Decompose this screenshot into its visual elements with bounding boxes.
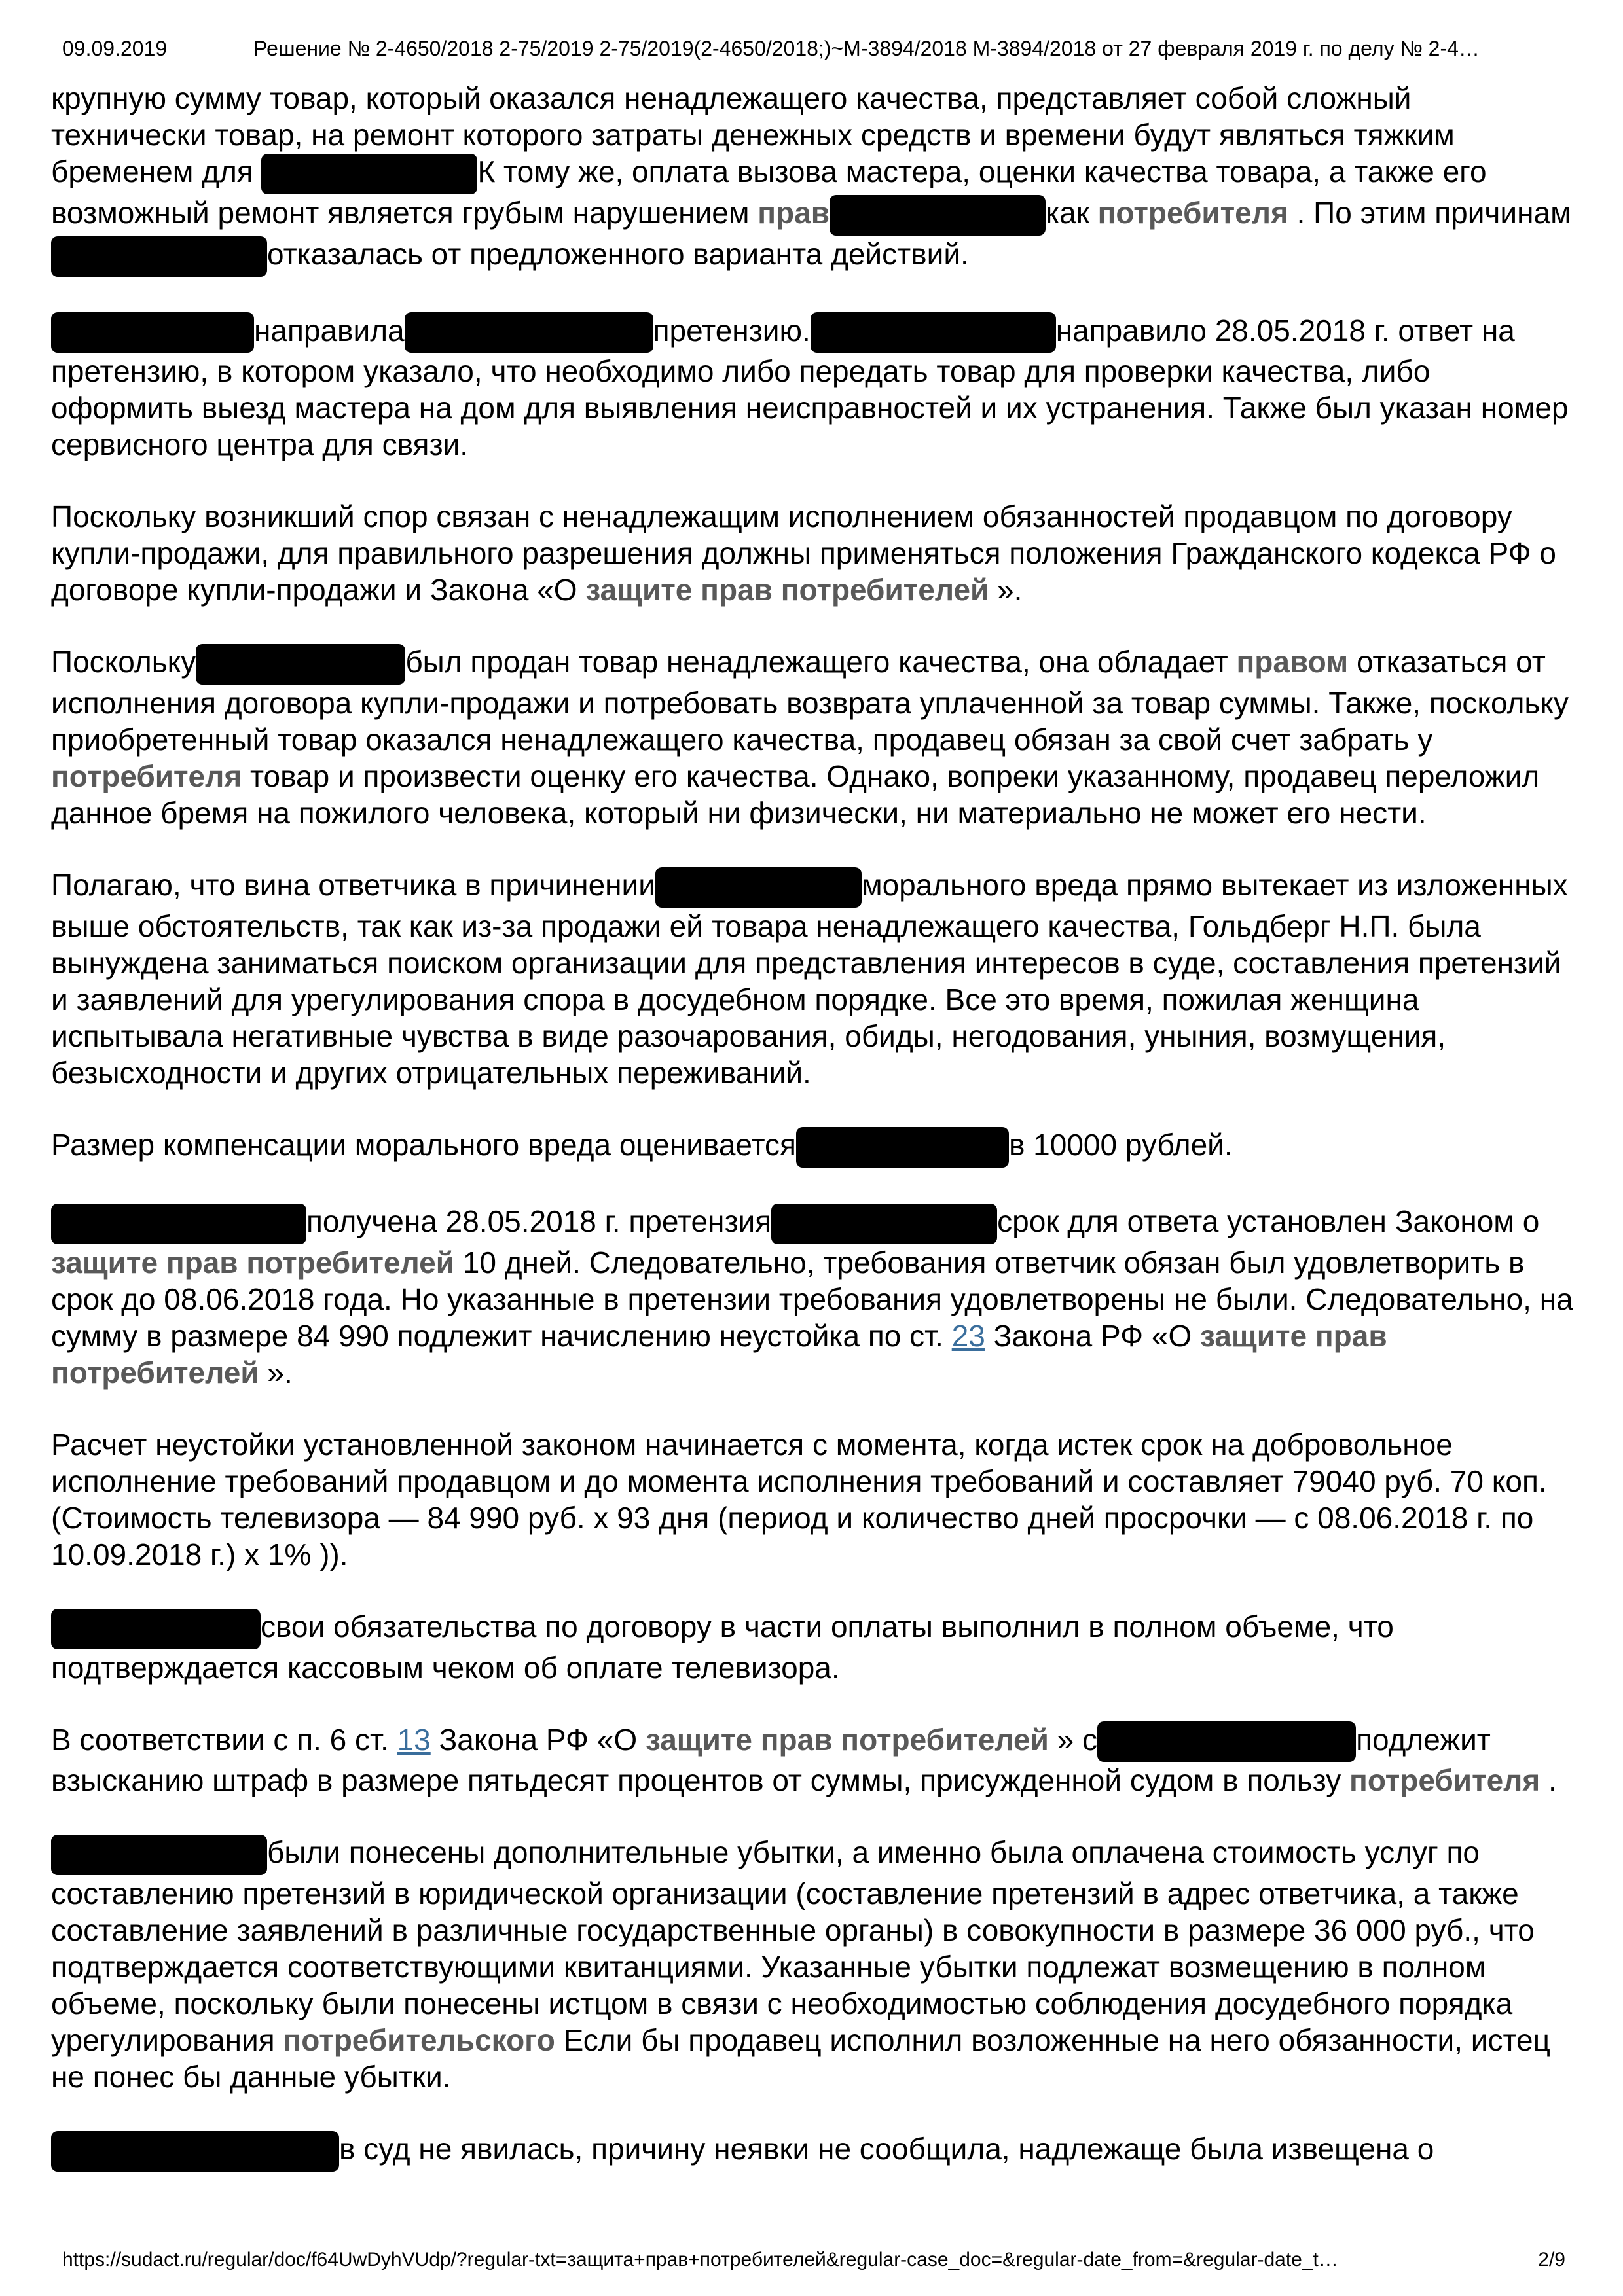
paragraph <box>51 867 1575 1091</box>
highlighted-term: прав <box>757 195 830 230</box>
paragraph <box>51 1834 1575 2095</box>
redaction-bar <box>51 236 267 277</box>
text-run: претензию. <box>653 313 811 348</box>
page-title: Решение № 2-4650/2018 2-75/2019 2-75/2019(2-4650/2018;)~М-3894/2018 М-3894/2018 от 27 февраля 2019 г. по делу № 2-4… <box>253 37 1480 60</box>
text-run: крупную сумму товар, который оказался ненадлежащего качества, представляет собой сложный технически товар, на ремонт которого затраты денежных средств и времени будут являться тяжким бременем для <box>51 81 1455 188</box>
redaction-bar <box>51 1609 261 1649</box>
highlighted-term: потребителя <box>51 759 242 794</box>
statute-link[interactable]: 23 <box>951 1318 985 1353</box>
source-url: https://sudact.ru/regular/doc/f64UwDyhVUdp/?regular-txt=защита+прав+потребителей&regular-case_doc=&regular-date_from=&regular-date_t… <box>62 2249 1338 2270</box>
text-run: были понесены дополнительные убытки, а именно была оплачена стоимость услуг по составлению претензий в юридической организации (составление претензий в адрес ответчика, а также составление заявлений в различные государственные органы) в совокупности в размере 36 000 руб., что подтверждается соответствующими квитанциями. Указанные убытки подлежат возмещению в полном объеме, поскольку были понесены истцом в связи с необходимостью соблюдения досудебного порядка урегулирования <box>51 1835 1535 2058</box>
redaction-bar <box>1097 1721 1356 1762</box>
text-run: в 10000 рублей. <box>1008 1128 1233 1162</box>
text-run: был продан товар ненадлежащего качества, она обладает <box>405 645 1237 679</box>
text-run: направило 28.05.2018 г. ответ на претензию, в котором указало, что необходимо либо передать товар для проверки качества, либо оформить выезд мастера на дом для выявления неисправностей и их устранения. Также был указан номер сервисного центра для связи. <box>51 313 1569 462</box>
text-run: В соответствии с п. 6 ст. <box>51 1722 397 1757</box>
redaction-bar <box>771 1204 997 1244</box>
text-run: как <box>1046 195 1098 230</box>
text-run: срок для ответа установлен Законом о <box>997 1204 1540 1238</box>
paragraph <box>51 1426 1575 1573</box>
text-run: . <box>1540 1763 1557 1798</box>
print-date: 09.09.2019 <box>62 37 168 60</box>
text-run: ». <box>259 1355 293 1390</box>
redaction-bar <box>51 1835 267 1875</box>
paragraph <box>51 643 1575 831</box>
text-run: Если бы продавец исполнил возложенные на него обязанности, истец не понес бы данные убытки. <box>51 2023 1550 2094</box>
paragraph <box>51 1721 1575 1799</box>
redaction-bar <box>51 2131 339 2172</box>
redaction-bar <box>51 312 254 353</box>
highlighted-term: потребительского <box>283 2023 555 2058</box>
text-run: отказалась от предложенного варианта действий. <box>267 236 969 271</box>
text-run: свои обязательства по договору в части оплаты выполнил в полном объеме, что подтверждается кассовым чеком об оплате телевизора. <box>51 1609 1394 1685</box>
text-run: товар и произвести оценку его качества. Однако, вопреки указанному, продавец переложил данное бремя на пожилого человека, который ни физически, ни материально не может его нести. <box>51 759 1540 831</box>
document-body <box>51 80 1575 2207</box>
highlighted-term: правом <box>1236 645 1349 679</box>
text-run: отказаться от исполнения договора купли-продажи и потребовать возврата уплаченной за товар суммы. Также, поскольку приобретенный товар оказался ненадлежащего качества, продавец обязан за свой счет забрать у <box>51 645 1569 757</box>
page-indicator: 2/9 <box>1538 2249 1565 2270</box>
print-header <box>62 35 1571 62</box>
text-run: Полагаю, что вина ответчика в причинении <box>51 868 655 903</box>
paragraph <box>51 498 1575 608</box>
text-run: Поскольку <box>51 645 196 679</box>
redaction-bar <box>796 1127 1009 1168</box>
text-run: » с <box>1048 1722 1098 1757</box>
highlighted-term: защите прав потребителей <box>645 1722 1049 1757</box>
print-footer <box>62 2248 1565 2272</box>
text-run: Размер компенсации морального вреда оценивается <box>51 1128 796 1162</box>
text-run: . По этим причинам <box>1288 195 1571 230</box>
text-run: морального вреда прямо вытекает из изложенных выше обстоятельств, так как из-за продажи ей товара ненадлежащего качества, Гольдберг Н.П. была вынуждена заниматься поиском организации для представления интересов в суде, составления претензий и заявлений для урегулирования спора в досудебном порядке. Все это время, пожилая женщина испытывала негативные чувства в виде разочарования, обиды, негодования, уныния, возмущения, безысходности и других отрицательных переживаний. <box>51 868 1568 1090</box>
redaction-bar <box>405 312 653 353</box>
redaction-bar <box>196 644 405 685</box>
text-run: направила <box>254 313 405 348</box>
paragraph <box>51 80 1575 277</box>
highlighted-term: потребителя <box>1097 195 1288 230</box>
redaction-bar <box>261 154 477 194</box>
paragraph <box>51 312 1575 463</box>
text-run: Расчет неустойки установленной законом начинается с момента, когда истек срок на добровольное исполнение требований продавцом и до момента исполнения требований и составляет 79040 руб. 70 коп. (Стоимость телевизора — 84 990 руб. x 93 дня (период и количество дней просрочки — с 08.06.2018 г. по 10.09.2018 г.) x 1% )). <box>51 1427 1547 1571</box>
highlighted-term: защите прав потребителей <box>585 573 989 607</box>
paragraph <box>51 2130 1575 2172</box>
highlighted-term: потребителя <box>1349 1763 1541 1798</box>
redaction-bar <box>655 867 862 908</box>
redaction-bar <box>811 312 1056 353</box>
text-run: получена 28.05.2018 г. претензия <box>306 1204 772 1238</box>
text-run: ». <box>989 573 1023 607</box>
paragraph <box>51 1608 1575 1686</box>
highlighted-term: защите прав потребителей <box>51 1245 454 1280</box>
text-run: подлежит взысканию штраф в размере пятьдесят процентов от суммы, присужденной судом в пользу <box>51 1722 1491 1798</box>
text-run: К тому же, оплата вызова мастера, оценки качества товара, а также его возможный ремонт является грубым нарушением <box>51 154 1487 230</box>
paragraph <box>51 1126 1575 1168</box>
redaction-bar <box>51 1204 306 1244</box>
text-run: Закона РФ «О <box>985 1318 1201 1353</box>
statute-link[interactable]: 13 <box>397 1722 431 1757</box>
paragraph <box>51 1203 1575 1391</box>
redaction-bar <box>830 195 1046 236</box>
text-run: в суд не явилась, причину неявки не сообщила, надлежаще была извещена о <box>339 2132 1434 2166</box>
text-run: Поскольку возникший спор связан с ненадлежащим исполнением обязанностей продавцом по договору купли-продажи, для правильного разрешения должны применяться положения Гражданского кодекса РФ о договоре купли-продажи и Закона «О <box>51 499 1556 607</box>
text-run: 10 дней. Следовательно, требования ответчик обязан был удовлетворить в срок до 08.06.2018 года. Но указанные в претензии требования удовлетворены не были. Следовательно, на сумму в размере 84 990 подлежит начислению неустойка по ст. <box>51 1245 1573 1353</box>
highlighted-term: защите прав потребителей <box>51 1318 1387 1390</box>
text-run: Закона РФ «О <box>430 1722 646 1757</box>
